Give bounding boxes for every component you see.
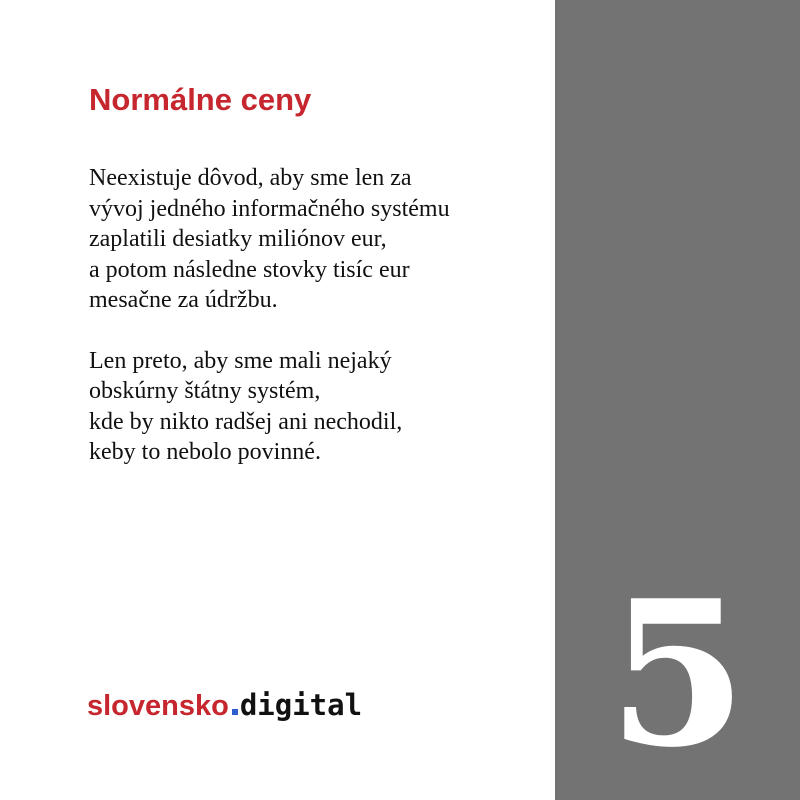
logo-text-slovensko: slovensko <box>87 690 229 722</box>
paragraph-line: obskúrny štátny systém, <box>89 378 321 404</box>
paragraph-line: keby to nebolo povinné. <box>89 439 321 465</box>
paragraph-2 <box>89 346 539 468</box>
page-number: 5 <box>607 557 748 792</box>
slovensko-digital-logo <box>87 688 362 732</box>
paragraph-line: vývoj jedného informačného systému <box>89 195 450 222</box>
paragraph-line: mesačne za údržbu. <box>89 287 278 313</box>
paragraph-1 <box>89 163 539 316</box>
logo-text-digital: digital <box>239 688 363 722</box>
paragraph-line: Neexistuje dôvod, aby sme len za <box>89 165 412 191</box>
logo-dot-icon <box>232 709 238 715</box>
paragraph-line: zaplatili desiatky miliónov eur, <box>89 226 387 252</box>
slide-body <box>89 163 539 468</box>
paragraph-line: Len preto, aby sme mali nejaký <box>89 347 392 374</box>
slide-title: Normálne ceny <box>89 82 312 117</box>
side-panel <box>555 0 800 800</box>
paragraph-line: kde by nikto radšej ani nechodil, <box>89 408 403 435</box>
paragraph-line: a potom následne stovky tisíc eur <box>89 256 410 283</box>
